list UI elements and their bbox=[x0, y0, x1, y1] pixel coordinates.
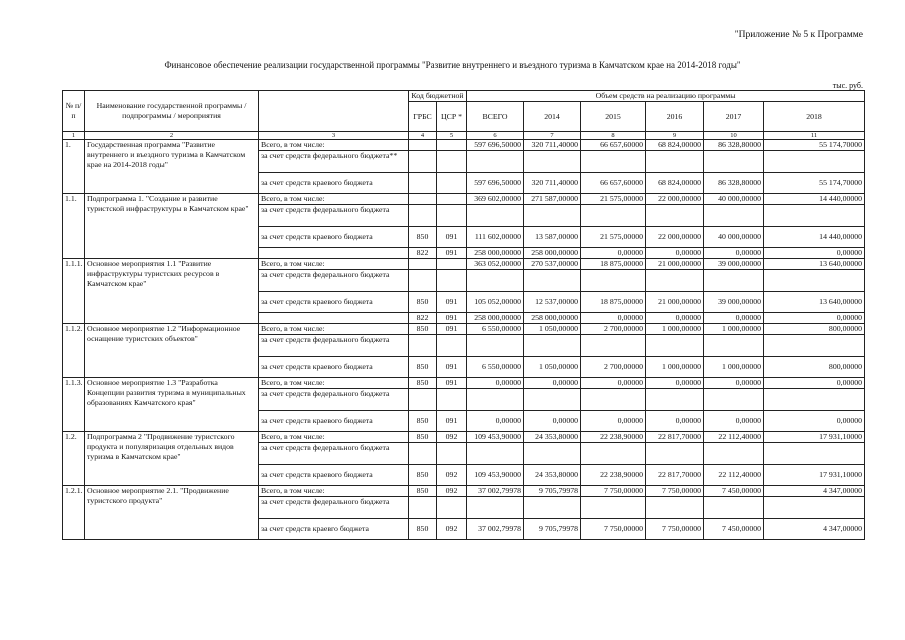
cell-y2016-empty bbox=[646, 270, 704, 292]
cell-total: 0,00000 bbox=[467, 411, 524, 432]
cell-y2014-empty bbox=[524, 205, 581, 227]
cell-y2017-empty bbox=[704, 151, 764, 173]
cell-grbs bbox=[409, 194, 437, 205]
cell-csr: 091 bbox=[437, 227, 467, 248]
cell-y2017-empty bbox=[704, 335, 764, 357]
cell-y2018: 17 931,10000 bbox=[764, 432, 865, 443]
cell-y2016-empty bbox=[646, 335, 704, 357]
source-regional: за счет средств краевого бюджета bbox=[259, 411, 409, 432]
cell-total-empty bbox=[467, 151, 524, 173]
cell-grbs: 850 bbox=[409, 227, 437, 248]
cell-y2017-empty bbox=[704, 205, 764, 227]
cell-csr: 091 bbox=[437, 313, 467, 324]
cell-grbs: 850 bbox=[409, 519, 437, 540]
cell-total-empty bbox=[467, 443, 524, 465]
cell-y2015-empty bbox=[581, 335, 646, 357]
column-number: 4 bbox=[409, 132, 437, 140]
source-regional: за счет средств краевого бюджета bbox=[259, 227, 409, 248]
cell-grbs bbox=[409, 140, 437, 151]
cell-y2017: 7 450,00000 bbox=[704, 486, 764, 497]
cell-y2015: 0,00000 bbox=[581, 378, 646, 389]
cell-y2015-empty bbox=[581, 443, 646, 465]
cell-grbs-empty bbox=[409, 443, 437, 465]
cell-y2015: 66 657,60000 bbox=[581, 173, 646, 194]
cell-grbs-empty bbox=[409, 205, 437, 227]
cell-y2018: 0,00000 bbox=[764, 378, 865, 389]
column-number: 3 bbox=[259, 132, 409, 140]
cell-y2018-empty bbox=[764, 205, 865, 227]
row-name: Государственная программа "Развитие внутреннего и въездного туризма в Камчатском крае на 2014-2018 годы" bbox=[85, 140, 259, 194]
source-federal: за счет средств федерального бюджета bbox=[259, 389, 409, 411]
source-regional: за счет средств краевго бюджета bbox=[259, 519, 409, 540]
table-row bbox=[63, 324, 865, 335]
table-body bbox=[63, 140, 865, 540]
column-number: 5 bbox=[437, 132, 467, 140]
cell-total: 6 550,00000 bbox=[467, 357, 524, 378]
cell-y2015: 0,00000 bbox=[581, 411, 646, 432]
cell-grbs: 850 bbox=[409, 432, 437, 443]
cell-y2016: 22 000,00000 bbox=[646, 194, 704, 205]
row-name: Основное мероприятие 1.3 "Разработка Концепции развития туризма в муниципальных образованиях Камчатского края" bbox=[85, 378, 259, 432]
cell-csr-empty bbox=[437, 497, 467, 519]
cell-y2014: 12 537,00000 bbox=[524, 292, 581, 313]
cell-csr bbox=[437, 194, 467, 205]
cell-y2015-empty bbox=[581, 151, 646, 173]
source-total: Всего, в том числе: bbox=[259, 259, 409, 270]
table-row bbox=[63, 378, 865, 389]
row-name: Основное мероприятия 1.1 "Развитие инфраструктуры туристских ресурсов в Камчатском крае" bbox=[85, 259, 259, 324]
cell-y2018: 0,00000 bbox=[764, 411, 865, 432]
cell-grbs-empty bbox=[409, 497, 437, 519]
cell-grbs-empty bbox=[409, 389, 437, 411]
cell-y2014-empty bbox=[524, 270, 581, 292]
source-federal: за счет средств федерального бюджета bbox=[259, 443, 409, 465]
source-total: Всего, в том числе: bbox=[259, 486, 409, 497]
cell-y2017-empty bbox=[704, 443, 764, 465]
cell-total-empty bbox=[467, 270, 524, 292]
header-code-group: Код бюджетной bbox=[409, 91, 467, 102]
cell-y2016: 21 000,00000 bbox=[646, 292, 704, 313]
source-federal: за счет средств федерального бюджета** bbox=[259, 151, 409, 173]
cell-y2016: 1 000,00000 bbox=[646, 357, 704, 378]
cell-y2015: 18 875,00000 bbox=[581, 292, 646, 313]
cell-grbs: 850 bbox=[409, 378, 437, 389]
cell-y2014: 320 711,40000 bbox=[524, 173, 581, 194]
source-total: Всего, в том числе: bbox=[259, 378, 409, 389]
row-name: Подпрограмма 2 "Продвижение туристского продукта и популяризация отдельных видов туризма в Камчатском крае" bbox=[85, 432, 259, 486]
source-regional: за счет средств краевого бюджета bbox=[259, 357, 409, 378]
table-row bbox=[63, 194, 865, 205]
cell-y2014: 0,00000 bbox=[524, 411, 581, 432]
cell-y2017: 22 112,40000 bbox=[704, 432, 764, 443]
cell-y2015: 66 657,60000 bbox=[581, 140, 646, 151]
cell-total: 111 602,00000 bbox=[467, 227, 524, 248]
cell-grbs: 850 bbox=[409, 357, 437, 378]
cell-y2015: 22 238,90000 bbox=[581, 465, 646, 486]
source-total: Всего, в том числе: bbox=[259, 194, 409, 205]
cell-total: 597 696,50000 bbox=[467, 140, 524, 151]
row-number: 1.2. bbox=[63, 432, 85, 486]
cell-y2017: 86 328,80000 bbox=[704, 140, 764, 151]
cell-y2014: 24 353,80000 bbox=[524, 465, 581, 486]
cell-y2018: 800,00000 bbox=[764, 324, 865, 335]
cell-y2014: 1 050,00000 bbox=[524, 324, 581, 335]
cell-y2014: 1 050,00000 bbox=[524, 357, 581, 378]
cell-y2014: 320 711,40000 bbox=[524, 140, 581, 151]
cell-csr: 091 bbox=[437, 357, 467, 378]
header-2018: 2018 bbox=[764, 102, 865, 132]
cell-y2017: 1 000,00000 bbox=[704, 324, 764, 335]
source-federal: за счет средств федерального бюджета bbox=[259, 497, 409, 519]
cell-y2016: 0,00000 bbox=[646, 313, 704, 324]
row-number: 1.1. bbox=[63, 194, 85, 259]
source-regional: за счет средств краевого бюджета bbox=[259, 465, 409, 486]
cell-y2015: 22 238,90000 bbox=[581, 432, 646, 443]
cell-y2018: 13 640,00000 bbox=[764, 292, 865, 313]
column-number: 6 bbox=[467, 132, 524, 140]
cell-y2015: 21 575,00000 bbox=[581, 194, 646, 205]
header-source bbox=[259, 91, 409, 132]
cell-total: 37 002,79978 bbox=[467, 486, 524, 497]
cell-y2018: 4 347,00000 bbox=[764, 486, 865, 497]
cell-y2014-empty bbox=[524, 497, 581, 519]
source-empty bbox=[259, 248, 409, 259]
cell-y2017: 40 000,00000 bbox=[704, 227, 764, 248]
cell-y2016: 22 817,70000 bbox=[646, 465, 704, 486]
cell-y2014-empty bbox=[524, 389, 581, 411]
header-total: ВСЕГО bbox=[467, 102, 524, 132]
cell-y2016: 21 000,00000 bbox=[646, 259, 704, 270]
cell-csr: 091 bbox=[437, 324, 467, 335]
cell-y2016: 22 817,70000 bbox=[646, 432, 704, 443]
cell-grbs-empty bbox=[409, 270, 437, 292]
cell-csr-empty bbox=[437, 151, 467, 173]
cell-total: 37 002,79978 bbox=[467, 519, 524, 540]
header-2017: 2017 bbox=[704, 102, 764, 132]
cell-y2016-empty bbox=[646, 389, 704, 411]
cell-y2016: 0,00000 bbox=[646, 248, 704, 259]
row-number: 1.1.3. bbox=[63, 378, 85, 432]
cell-y2015: 2 700,00000 bbox=[581, 357, 646, 378]
row-number: 1.1.2. bbox=[63, 324, 85, 378]
cell-total: 363 052,00000 bbox=[467, 259, 524, 270]
cell-csr: 092 bbox=[437, 465, 467, 486]
cell-csr-empty bbox=[437, 205, 467, 227]
column-number: 10 bbox=[704, 132, 764, 140]
cell-y2015: 2 700,00000 bbox=[581, 324, 646, 335]
cell-total: 369 602,00000 bbox=[467, 194, 524, 205]
cell-y2018: 0,00000 bbox=[764, 313, 865, 324]
cell-y2014: 9 705,79978 bbox=[524, 519, 581, 540]
cell-grbs: 850 bbox=[409, 324, 437, 335]
cell-y2018-empty bbox=[764, 335, 865, 357]
cell-y2016: 7 750,00000 bbox=[646, 519, 704, 540]
cell-y2014: 258 000,00000 bbox=[524, 313, 581, 324]
cell-total: 105 052,00000 bbox=[467, 292, 524, 313]
cell-csr: 092 bbox=[437, 519, 467, 540]
cell-y2018: 13 640,00000 bbox=[764, 259, 865, 270]
cell-y2016-empty bbox=[646, 443, 704, 465]
appendix-label: "Приложение № 5 к Программе bbox=[734, 30, 863, 40]
cell-y2017-empty bbox=[704, 497, 764, 519]
row-number: 1.1.1. bbox=[63, 259, 85, 324]
cell-y2015-empty bbox=[581, 270, 646, 292]
cell-grbs: 822 bbox=[409, 248, 437, 259]
cell-total: 258 000,00000 bbox=[467, 248, 524, 259]
cell-y2017: 0,00000 bbox=[704, 313, 764, 324]
cell-total: 597 696,50000 bbox=[467, 173, 524, 194]
cell-y2016: 7 750,00000 bbox=[646, 486, 704, 497]
cell-csr bbox=[437, 173, 467, 194]
source-federal: за счет средств федерального бюджета bbox=[259, 335, 409, 357]
column-number: 1 bbox=[63, 132, 85, 140]
cell-y2015: 0,00000 bbox=[581, 248, 646, 259]
cell-csr: 091 bbox=[437, 292, 467, 313]
cell-y2018: 14 440,00000 bbox=[764, 227, 865, 248]
cell-y2016: 68 824,00000 bbox=[646, 140, 704, 151]
cell-total-empty bbox=[467, 205, 524, 227]
cell-y2018: 14 440,00000 bbox=[764, 194, 865, 205]
cell-y2014: 24 353,80000 bbox=[524, 432, 581, 443]
cell-csr: 092 bbox=[437, 486, 467, 497]
cell-grbs bbox=[409, 173, 437, 194]
cell-grbs: 850 bbox=[409, 486, 437, 497]
cell-y2015-empty bbox=[581, 205, 646, 227]
cell-y2017-empty bbox=[704, 389, 764, 411]
cell-y2017: 0,00000 bbox=[704, 378, 764, 389]
column-number: 11 bbox=[764, 132, 865, 140]
row-number: 1. bbox=[63, 140, 85, 194]
header-name: Наименование государственной программы / подпрограммы / мероприятия bbox=[85, 91, 259, 132]
cell-y2014: 9 705,79978 bbox=[524, 486, 581, 497]
cell-y2017: 0,00000 bbox=[704, 411, 764, 432]
cell-total: 109 453,90000 bbox=[467, 465, 524, 486]
cell-csr: 092 bbox=[437, 432, 467, 443]
cell-y2018: 55 174,70000 bbox=[764, 173, 865, 194]
cell-y2017: 0,00000 bbox=[704, 248, 764, 259]
source-empty bbox=[259, 313, 409, 324]
cell-y2016: 0,00000 bbox=[646, 378, 704, 389]
cell-csr-empty bbox=[437, 335, 467, 357]
cell-y2017: 7 450,00000 bbox=[704, 519, 764, 540]
cell-csr: 091 bbox=[437, 378, 467, 389]
source-regional: за счет средств краевого бюджета bbox=[259, 173, 409, 194]
cell-y2016-empty bbox=[646, 151, 704, 173]
column-number: 7 bbox=[524, 132, 581, 140]
cell-y2014-empty bbox=[524, 443, 581, 465]
header-num: № п/п bbox=[63, 91, 85, 132]
cell-y2017: 40 000,00000 bbox=[704, 194, 764, 205]
header-2015: 2015 bbox=[581, 102, 646, 132]
cell-y2014: 270 537,00000 bbox=[524, 259, 581, 270]
source-total: Всего, в том числе: bbox=[259, 432, 409, 443]
source-regional: за счет средств краевого бюджета bbox=[259, 292, 409, 313]
cell-y2018-empty bbox=[764, 389, 865, 411]
cell-y2017: 1 000,00000 bbox=[704, 357, 764, 378]
cell-y2017: 86 328,80000 bbox=[704, 173, 764, 194]
column-number: 9 bbox=[646, 132, 704, 140]
header-volume-group: Объем средств на реализацию программы bbox=[467, 91, 865, 102]
cell-grbs-empty bbox=[409, 335, 437, 357]
cell-y2015: 18 875,00000 bbox=[581, 259, 646, 270]
cell-y2014-empty bbox=[524, 151, 581, 173]
cell-grbs: 850 bbox=[409, 411, 437, 432]
cell-y2017-empty bbox=[704, 270, 764, 292]
table-row bbox=[63, 140, 865, 151]
cell-grbs: 822 bbox=[409, 313, 437, 324]
document-title: Финансовое обеспечение реализации государственной программы "Развитие внутреннего и въездного туризма в Камчатском крае на 2014-2018 годы" bbox=[164, 60, 741, 70]
cell-total-empty bbox=[467, 497, 524, 519]
cell-y2018-empty bbox=[764, 443, 865, 465]
cell-csr-empty bbox=[437, 389, 467, 411]
column-number: 2 bbox=[85, 132, 259, 140]
row-name: Основное мероприятие 2.1. "Продвижение туристского продукта" bbox=[85, 486, 259, 540]
cell-y2015: 0,00000 bbox=[581, 313, 646, 324]
cell-y2017: 39 000,00000 bbox=[704, 292, 764, 313]
source-federal: за счет средств федерального бюджета bbox=[259, 270, 409, 292]
cell-y2016: 1 000,00000 bbox=[646, 324, 704, 335]
cell-total-empty bbox=[467, 389, 524, 411]
cell-y2018: 55 174,70000 bbox=[764, 140, 865, 151]
finance-table bbox=[62, 90, 865, 540]
cell-y2016-empty bbox=[646, 205, 704, 227]
cell-y2015-empty bbox=[581, 497, 646, 519]
cell-y2018: 800,00000 bbox=[764, 357, 865, 378]
cell-total: 258 000,00000 bbox=[467, 313, 524, 324]
header-2016: 2016 bbox=[646, 102, 704, 132]
cell-y2018-empty bbox=[764, 270, 865, 292]
cell-grbs: 850 bbox=[409, 292, 437, 313]
cell-y2016: 0,00000 bbox=[646, 411, 704, 432]
cell-y2015: 7 750,00000 bbox=[581, 519, 646, 540]
cell-y2017: 39 000,00000 bbox=[704, 259, 764, 270]
cell-grbs: 850 bbox=[409, 465, 437, 486]
cell-y2016: 68 824,00000 bbox=[646, 173, 704, 194]
cell-total: 0,00000 bbox=[467, 378, 524, 389]
cell-csr: 091 bbox=[437, 248, 467, 259]
header-grbs: ГРБС bbox=[409, 102, 437, 132]
cell-grbs-empty bbox=[409, 151, 437, 173]
cell-y2014: 13 587,00000 bbox=[524, 227, 581, 248]
table-row bbox=[63, 486, 865, 497]
cell-y2017: 22 112,40000 bbox=[704, 465, 764, 486]
table-row bbox=[63, 259, 865, 270]
cell-total: 6 550,00000 bbox=[467, 324, 524, 335]
row-name: Основное мероприятие 1.2 "Информационное оснащение туристских объектов" bbox=[85, 324, 259, 378]
cell-grbs bbox=[409, 259, 437, 270]
cell-y2018: 17 931,10000 bbox=[764, 465, 865, 486]
row-name: Подпрограмма 1. "Создание и развитие туристской инфраструктуры в Камчатском крае" bbox=[85, 194, 259, 259]
header-2014: 2014 bbox=[524, 102, 581, 132]
units-label: тыс. руб. bbox=[832, 81, 863, 90]
source-total: Всего, в том числе: bbox=[259, 324, 409, 335]
cell-y2018-empty bbox=[764, 151, 865, 173]
cell-y2015: 7 750,00000 bbox=[581, 486, 646, 497]
cell-y2018-empty bbox=[764, 497, 865, 519]
cell-y2016: 22 000,00000 bbox=[646, 227, 704, 248]
cell-y2014-empty bbox=[524, 335, 581, 357]
table-row bbox=[63, 432, 865, 443]
column-number: 8 bbox=[581, 132, 646, 140]
cell-y2014: 271 587,00000 bbox=[524, 194, 581, 205]
row-number: 1.2.1. bbox=[63, 486, 85, 540]
cell-y2015-empty bbox=[581, 389, 646, 411]
cell-total-empty bbox=[467, 335, 524, 357]
cell-y2018: 4 347,00000 bbox=[764, 519, 865, 540]
cell-csr-empty bbox=[437, 270, 467, 292]
header-csr: ЦСР * bbox=[437, 102, 467, 132]
cell-y2014: 0,00000 bbox=[524, 378, 581, 389]
cell-y2016-empty bbox=[646, 497, 704, 519]
cell-y2015: 21 575,00000 bbox=[581, 227, 646, 248]
cell-y2018: 0,00000 bbox=[764, 248, 865, 259]
source-total: Всего, в том числе: bbox=[259, 140, 409, 151]
cell-y2014: 258 000,00000 bbox=[524, 248, 581, 259]
cell-csr: 091 bbox=[437, 411, 467, 432]
cell-csr bbox=[437, 140, 467, 151]
cell-csr bbox=[437, 259, 467, 270]
cell-csr-empty bbox=[437, 443, 467, 465]
source-federal: за счет средств федерального бюджета bbox=[259, 205, 409, 227]
cell-total: 109 453,90000 bbox=[467, 432, 524, 443]
